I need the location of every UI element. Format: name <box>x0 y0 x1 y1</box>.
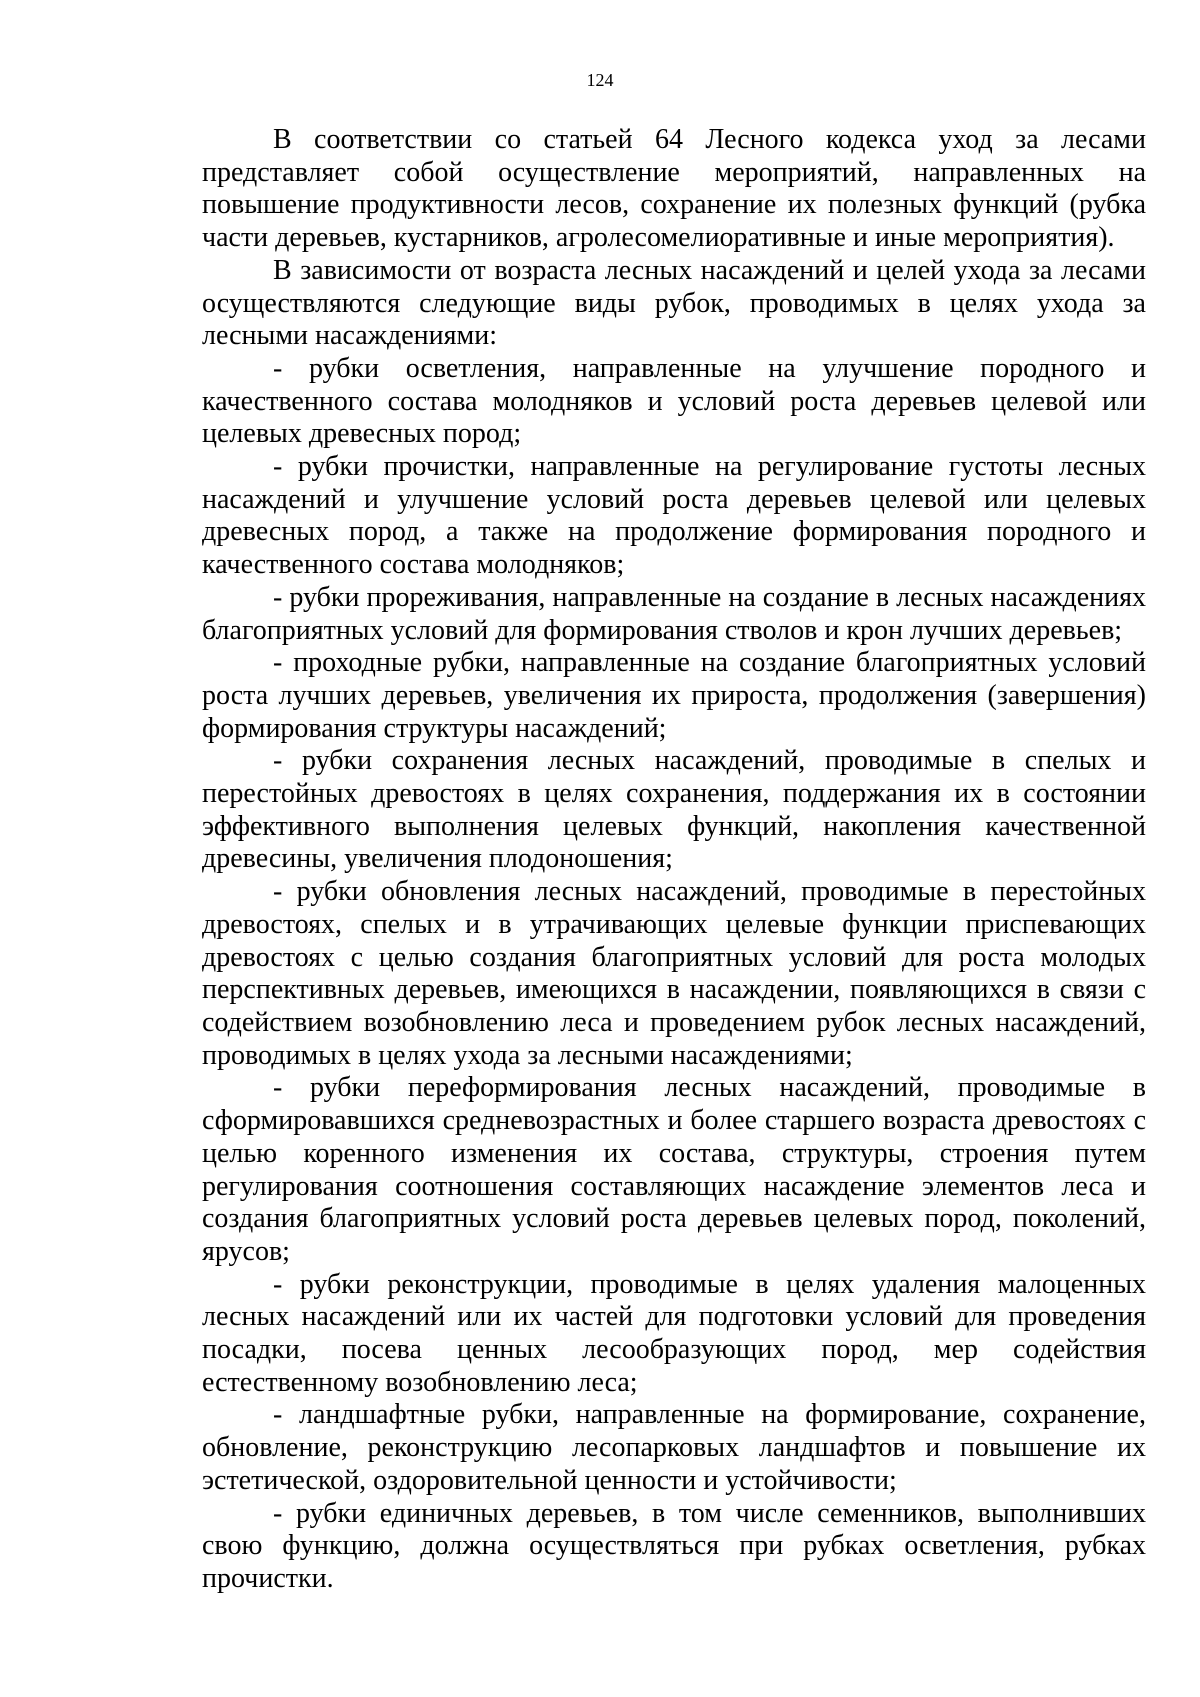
list-item-rekonstruktsiya: - рубки реконструкции, проводимые в целях удаления малоценных лесных насаждений или их частей для подготовки условий для проведения посадки, посева ценных лесообразующих пород, мер содействия естественному возобновлению леса; <box>202 1268 1146 1398</box>
list-item-prochistka: - рубки прочистки, направленные на регулирование густоты лесных насаждений и улучшение условий роста деревьев целевой или целевых древесных пород, а также на продолжение формирования породного и качественного состава молодняков; <box>202 451 1146 581</box>
list-item-obnovlenie: - рубки обновления лесных насаждений, проводимые в перестойных древостоях, спелых и в утрачивающих целевые функции приспевающих древостоях с целью создания благоприятных условий для роста молодых перспективных деревьев, имеющихся в насаждении, появляющихся в связи с содействием возобновлению леса и проведением рубок лесных насаждений, проводимых в целях ухода за лесными насаждениями; <box>202 876 1146 1071</box>
list-item-prorezhivanie: - рубки прореживания, направленные на создание в лесных насаждениях благоприятных условий для формирования стволов и крон лучших деревьев; <box>202 581 1146 646</box>
list-item-landshaftnye: - ландшафтные рубки, направленные на формирование, сохранение, обновление, реконструкцию лесопарковых ландшафтов и повышение их эстетической, оздоровительной ценности и устойчивости; <box>202 1399 1146 1496</box>
list-item-pereformirovanie: - рубки переформирования лесных насаждений, проводимые в сформировавшихся средневозрастных и более старшего возраста древостоях с целью коренного изменения их состава, структуры, строения путем регулирования соотношения составляющих насаждение элементов леса и создания благоприятных условий роста деревьев целевых пород, поколений, ярусов; <box>202 1072 1146 1267</box>
paragraph-types-intro: В зависимости от возраста лесных насаждений и целей ухода за лесами осуществляются следующие виды рубок, проводимых в целях ухода за лесными насаждениями: <box>202 254 1146 352</box>
page-number: 124 <box>586 70 614 90</box>
list-item-sokhranenie: - рубки сохранения лесных насаждений, проводимые в спелых и перестойных древостоях в целях сохранения, поддержания их в состоянии эффективного выполнения целевых функций, накопления качественной древесины, увеличения плодоношения; <box>202 745 1146 875</box>
document-body <box>202 124 1146 1596</box>
paragraph-intro: В соответствии со статьей 64 Лесного кодекса уход за лесами представляет собой осуществление мероприятий, направленных на повышение продуктивности лесов, сохранение их полезных функций (рубка части деревьев, кустарников, агролесомелиоративные и иные мероприятия). <box>202 124 1146 254</box>
list-item-osvetlenie: - рубки осветления, направленные на улучшение породного и качественного состава молодняков и условий роста деревьев целевой или целевых древесных пород; <box>202 352 1146 450</box>
list-item-prokhodnye: - проходные рубки, направленные на создание благоприятных условий роста лучших деревьев, увеличения их прироста, продолжения (завершения) формирования структуры насаждений; <box>202 647 1146 744</box>
list-item-edinichnye: - рубки единичных деревьев, в том числе семенников, выполнивших свою функцию, должна осуществляться при рубках осветления, рубках прочистки. <box>202 1497 1146 1594</box>
